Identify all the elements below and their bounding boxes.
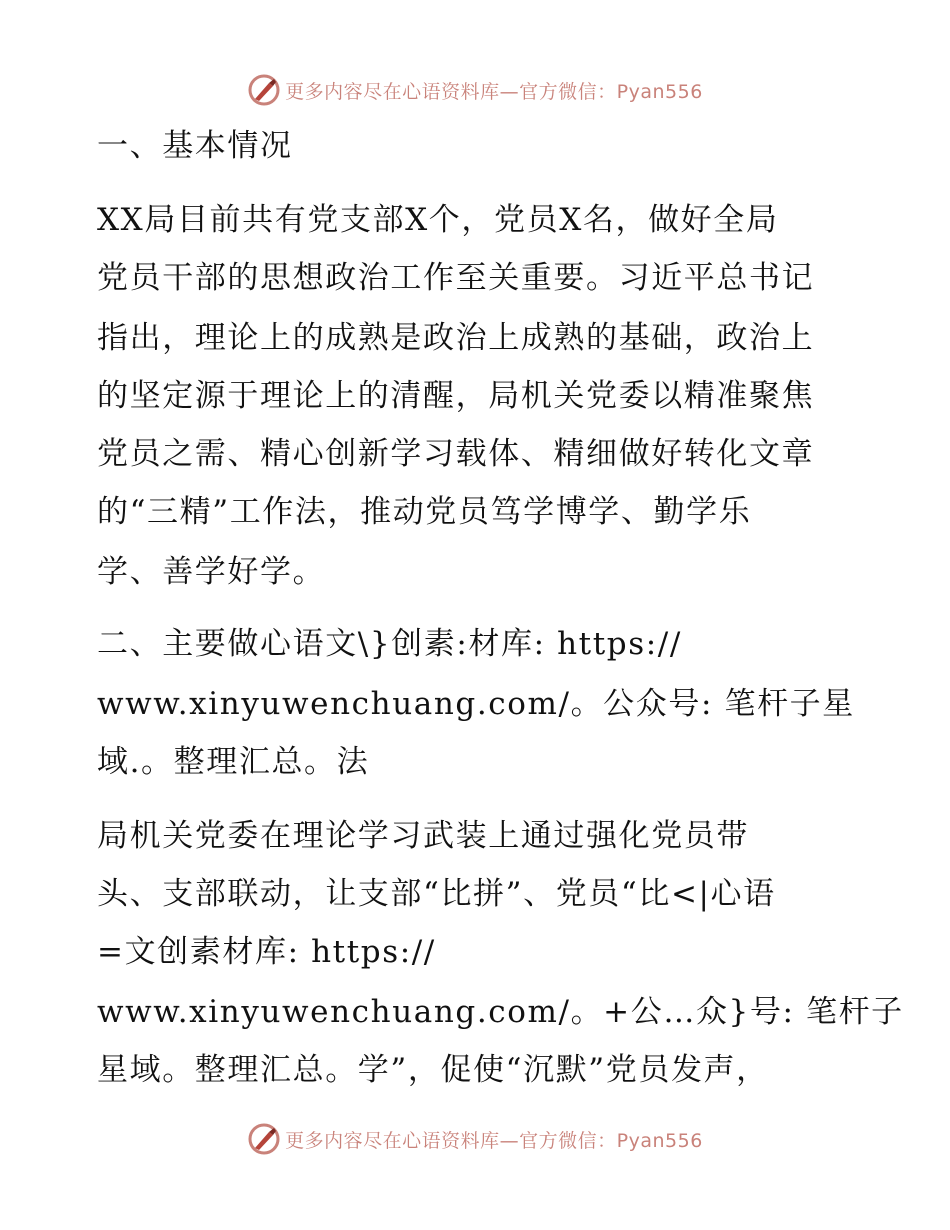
paragraph-line: =文创素材库: https:// <box>97 934 436 970</box>
paragraph-line: 域.。整理汇总。法 <box>97 744 370 780</box>
pen-logo-icon <box>247 73 281 107</box>
paragraph-line: 局机关党委在理论学习武装上通过强化党员带 <box>97 818 749 854</box>
pen-logo-icon <box>247 1122 281 1156</box>
paragraph-line: 头、支部联动，让支部“比拼”、党员“比<|心语 <box>97 876 776 912</box>
paragraph-line: 的“三精”工作法，推动党员笃学博学、勤学乐 <box>97 494 752 530</box>
header-watermark-banner <box>0 70 950 110</box>
section-heading-2: 二、主要做心语文\}创素:材库: https:// <box>97 626 682 662</box>
footer-watermark-banner <box>0 1119 950 1159</box>
paragraph-line: XX局目前共有党支部X个，党员X名，做好全局 <box>97 202 779 238</box>
paragraph-line: 星域。整理汇总。学”，促使“沉默”党员发声， <box>97 1052 769 1088</box>
footer-watermark-text: 更多内容尽在心语资料库—官方微信：Pyan556 <box>285 1129 703 1152</box>
paragraph-line: 党员之需、精心创新学习载体、精细做好转化文章 <box>97 436 815 472</box>
paragraph-line: 党员干部的思想政治工作至关重要。习近平总书记 <box>97 260 815 296</box>
paragraph-line: www.xinyuwenchuang.com/。+公…众}号: 笔杆子 <box>97 994 904 1030</box>
paragraph-line: www.xinyuwenchuang.com/。公众号: 笔杆子星 <box>97 686 855 722</box>
paragraph-line: 的坚定源于理论上的清醒，局机关党委以精准聚焦 <box>97 378 815 414</box>
paragraph-line: 学、善学好学。 <box>97 554 326 590</box>
paragraph-line: 指出，理论上的成熟是政治上成熟的基础，政治上 <box>97 320 815 356</box>
header-watermark-text: 更多内容尽在心语资料库—官方微信：Pyan556 <box>285 80 703 103</box>
section-heading-1: 一、基本情况 <box>97 128 293 164</box>
